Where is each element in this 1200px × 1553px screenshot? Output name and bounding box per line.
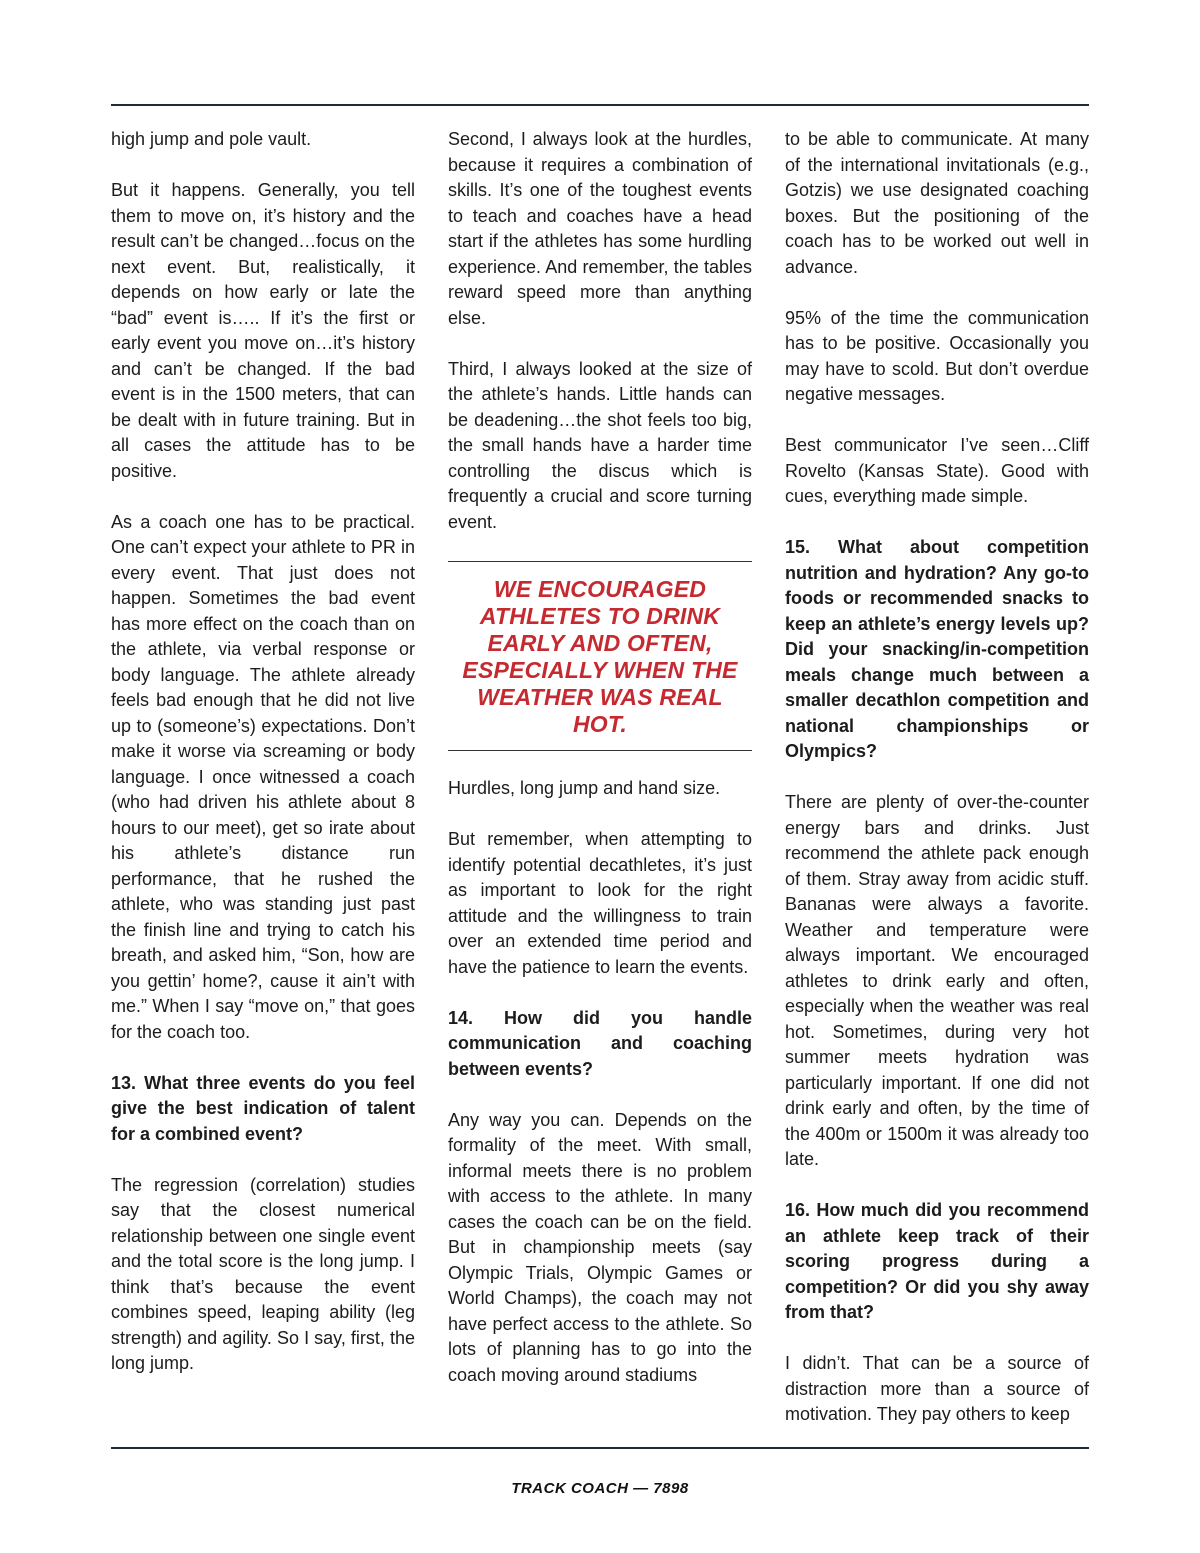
paragraph: 95% of the time the communication has to be positive. Occasionally you may have to scold. But don’t overdue negative messages. bbox=[785, 307, 1089, 404]
page-footer: TRACK COACH — 7898 bbox=[511, 1480, 689, 1497]
paragraph: There are plenty of over-the-counter energy bars and drinks. Just recommend the athlete pack enough of them. Stray away from acidic stuff. Bananas were always a favorite. Weather and temperature were always important. We encouraged athletes to drink early and often, especially when the weather was real hot. Sometimes, during very hot summer meets hydration was particularly important. If one did not drink early and often, by the time of the 400m or 1500m it was already too late. bbox=[785, 792, 1089, 1169]
column-2 bbox=[448, 127, 752, 1414]
bottom-rule bbox=[111, 1447, 1089, 1449]
paragraph: But remember, when attempting to identify potential decathletes, it’s just as important to look for the right attitude and the willingness to train over an extended time period and have the patience to learn the events. bbox=[448, 829, 752, 977]
top-rule bbox=[111, 104, 1089, 106]
paragraph: high jump and pole vault. bbox=[111, 129, 312, 149]
paragraph: Third, I always looked at the size of the athlete’s hands. Little hands can be deadening…the shot feels too big, the small hands have a harder time controlling the discus which is frequently a crucial and score turning event. bbox=[448, 358, 752, 532]
question-14: 14. How did you handle communication and coaching between events? bbox=[448, 1007, 752, 1079]
question-15: 15. What about competition nutrition and hydration? Any go-to foods or recommended snacks to keep an athlete’s energy levels up? Did your snacking/in-competition meals change much between a smaller decathlon competition and national championships or Olympics? bbox=[785, 537, 1089, 761]
column-3 bbox=[785, 127, 1089, 1453]
paragraph: Any way you can. Depends on the formality of the meet. With small, informal meets there is no problem with access to the athlete. In many cases the coach can be on the field. But in championship meets (say Olympic Trials, Olympic Games or World Champs), the coach may not have perfect access to the athlete. So lots of planning has to go into the coach moving around stadiums bbox=[448, 1109, 752, 1385]
paragraph: to be able to communicate. At many of the international invitationals (e.g., Gotzis) we use designated coaching boxes. But the positioning of the coach has to be worked out well in advance. bbox=[785, 129, 1089, 277]
paragraph: I didn’t. That can be a source of distraction more than a source of motivation. They pay others to keep bbox=[785, 1353, 1089, 1424]
pull-quote bbox=[448, 561, 752, 751]
paragraph: As a coach one has to be practical. One can’t expect your athlete to PR in every event. That just does not happen. Sometimes the bad event has more effect on the coach than on the athlete, via verbal response or body language. The athlete already feels bad enough that he did not live up to (someone’s) expectations. Don’t make it worse via screaming or body language. I once witnessed a coach (who had driven his athlete about 8 hours to our meet), get so irate about his athlete’s distance run performance, that he rushed the athlete, who was standing just past the finish line and trying to catch his breath, and asked him, “Son, how are you gettin’ home?, cause it ain’t with me.” When I say “move on,” that goes for the coach too. bbox=[111, 511, 415, 1042]
paragraph: But it happens. Generally, you tell them to move on, it’s history and the result can’t be changed…focus on the next event. But, realistically, it depends on how early or late the “bad” event is….. If it’s the first or early event you move on…it’s history and can’t be changed. If the bad event is in the 1500 meters, that can be dealt with in future training. But in all cases the attitude has to be positive. bbox=[111, 180, 415, 481]
question-13: 13. What three events do you feel give the best indication of talent for a combined event? bbox=[111, 1072, 415, 1144]
paragraph: Best communicator I’ve seen…Cliff Rovelto (Kansas State). Good with cues, everything made simple. bbox=[785, 435, 1089, 506]
question-16: 16. How much did you recommend an athlete keep track of their scoring progress during a competition? Or did you shy away from that? bbox=[785, 1200, 1089, 1322]
paragraph: Second, I always look at the hurdles, because it requires a combination of skills. It’s one of the toughest events to teach and coaches have a head start if the athletes has some hurdling experience. And remember, the tables reward speed more than anything else. bbox=[448, 129, 752, 328]
paragraph: Hurdles, long jump and hand size. bbox=[448, 778, 721, 798]
column-1 bbox=[111, 127, 415, 1402]
pull-quote-text: WE ENCOURAGED ATHLETES TO DRINK EARLY AND OFTEN, ESPECIALLY WHEN THE WEATHER WAS REAL HOT. bbox=[462, 575, 738, 737]
paragraph: The regression (correlation) studies say that the closest numerical relationship between one single event and the total score is the long jump. I think that’s because the event combines speed, leaping ability (leg strength) and agility. So I say, first, the long jump. bbox=[111, 1174, 415, 1373]
